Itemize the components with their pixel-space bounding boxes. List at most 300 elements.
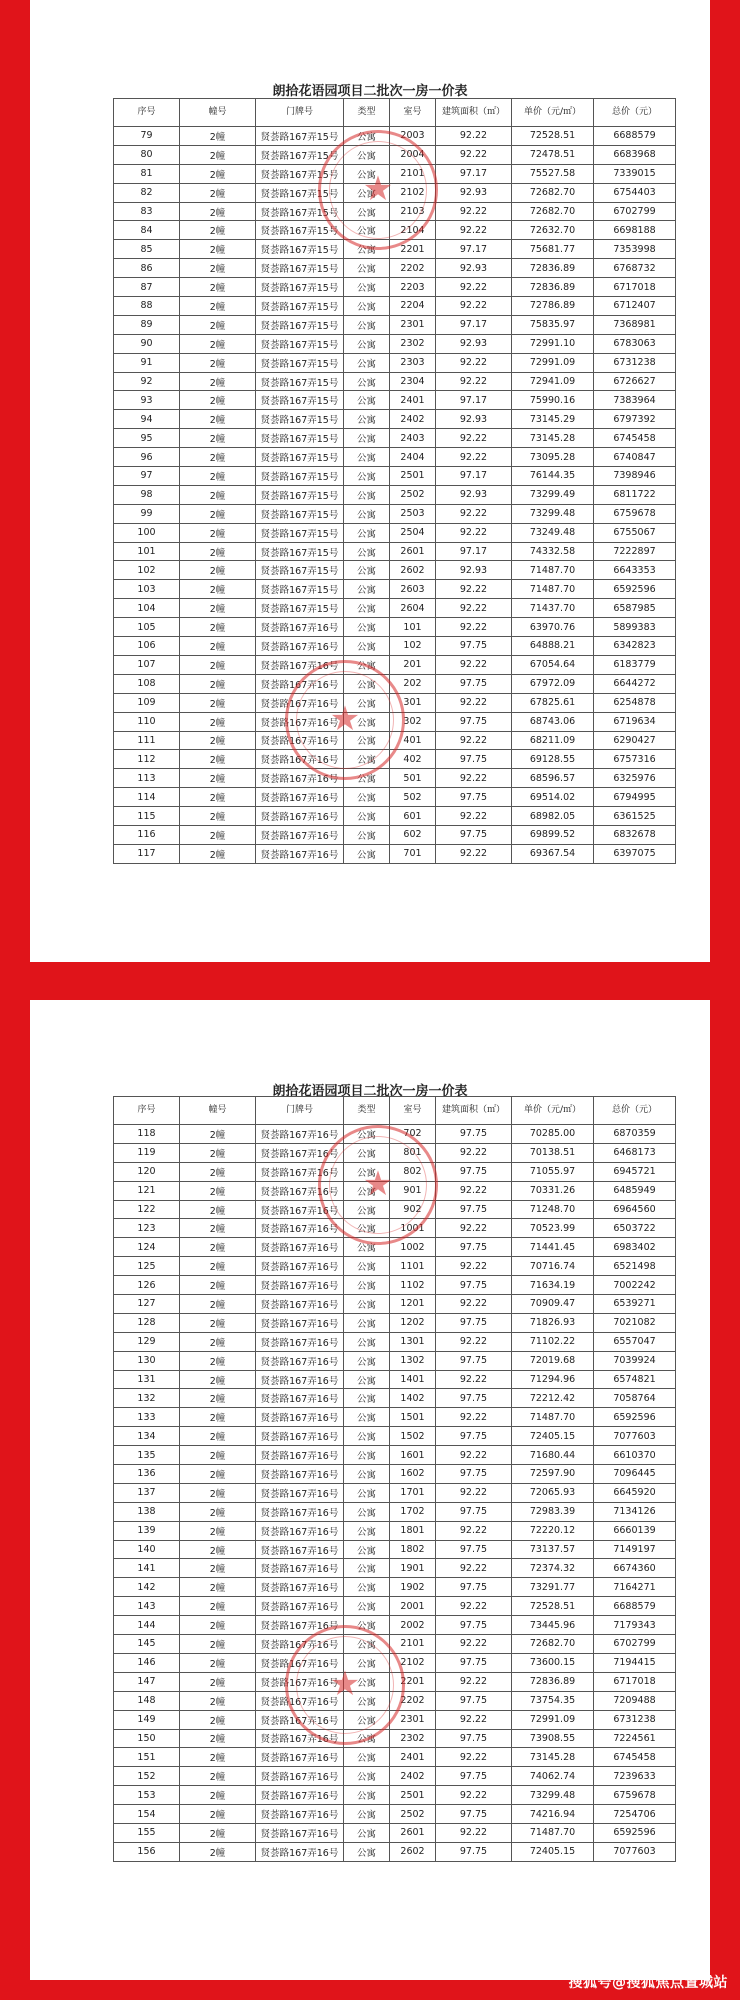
table-row [114, 1465, 676, 1484]
table-cell: 7179343 [594, 1616, 676, 1635]
price-sheet-1 [30, 0, 710, 962]
table-row [114, 1823, 676, 1842]
table-cell: 贤荟路167弄15号 [256, 183, 344, 202]
table-cell: 2幢 [180, 1446, 256, 1465]
table-cell: 73299.48 [512, 1786, 594, 1805]
table-cell: 公寓 [344, 334, 390, 353]
table-row [114, 297, 676, 316]
table-cell: 7224561 [594, 1729, 676, 1748]
table-cell: 贤荟路167弄16号 [256, 674, 344, 693]
table-cell: 公寓 [344, 127, 390, 146]
table-cell: 134 [114, 1427, 180, 1446]
table-cell: 6717018 [594, 1672, 676, 1691]
table-cell: 公寓 [344, 1219, 390, 1238]
table-cell: 2幢 [180, 693, 256, 712]
table-cell: 97.75 [436, 674, 512, 693]
table-cell: 128 [114, 1313, 180, 1332]
table-cell: 71487.70 [512, 1408, 594, 1427]
table-cell: 2002 [390, 1616, 436, 1635]
table-row [114, 788, 676, 807]
table-cell: 2幢 [180, 807, 256, 826]
table-cell: 125 [114, 1257, 180, 1276]
table-cell: 97.75 [436, 637, 512, 656]
table-cell: 贤荟路167弄16号 [256, 655, 344, 674]
table-cell: 152 [114, 1767, 180, 1786]
table-cell: 97.75 [436, 1465, 512, 1484]
table-cell: 2101 [390, 164, 436, 183]
table-cell: 2幢 [180, 1767, 256, 1786]
table-cell: 143 [114, 1597, 180, 1616]
table-cell: 贤荟路167弄16号 [256, 1748, 344, 1767]
table-cell: 2202 [390, 259, 436, 278]
table-cell: 94 [114, 410, 180, 429]
table-cell: 公寓 [344, 655, 390, 674]
table-cell: 71487.70 [512, 561, 594, 580]
table-cell: 6754403 [594, 183, 676, 202]
table-cell: 贤荟路167弄16号 [256, 693, 344, 712]
table-row [114, 542, 676, 561]
table-cell: 2201 [390, 1672, 436, 1691]
table-cell: 2幢 [180, 769, 256, 788]
table-cell: 2幢 [180, 523, 256, 542]
table-cell: 71248.70 [512, 1200, 594, 1219]
table-cell: 2幢 [180, 1351, 256, 1370]
table-cell: 73291.77 [512, 1578, 594, 1597]
table-cell: 2004 [390, 145, 436, 164]
table-cell: 74332.58 [512, 542, 594, 561]
table-cell: 2幢 [180, 448, 256, 467]
table-cell: 153 [114, 1786, 180, 1805]
table-cell: 68211.09 [512, 731, 594, 750]
table-cell: 92.22 [436, 1597, 512, 1616]
table-cell: 145 [114, 1635, 180, 1654]
table-cell: 2101 [390, 1635, 436, 1654]
table-cell: 公寓 [344, 731, 390, 750]
table-cell: 贤荟路167弄16号 [256, 1219, 344, 1238]
table-cell: 贤荟路167弄15号 [256, 448, 344, 467]
table-cell: 71826.93 [512, 1313, 594, 1332]
table-cell: 2幢 [180, 1295, 256, 1314]
table-row [114, 429, 676, 448]
table-cell: 2幢 [180, 1238, 256, 1257]
table-cell: 贤荟路167弄16号 [256, 1635, 344, 1654]
table-cell: 139 [114, 1521, 180, 1540]
table-cell: 2304 [390, 372, 436, 391]
table-cell: 贤荟路167弄15号 [256, 523, 344, 542]
table-cell: 2幢 [180, 844, 256, 863]
table-cell: 2幢 [180, 542, 256, 561]
table-cell: 贤荟路167弄16号 [256, 1427, 344, 1446]
table-cell: 6592596 [594, 1823, 676, 1842]
table-cell: 92.22 [436, 1295, 512, 1314]
table-cell: 71055.97 [512, 1162, 594, 1181]
table-cell: 2幢 [180, 1483, 256, 1502]
table-cell: 公寓 [344, 1691, 390, 1710]
table-cell: 6610370 [594, 1446, 676, 1465]
table-cell: 97.75 [436, 1502, 512, 1521]
table-cell: 公寓 [344, 297, 390, 316]
table-cell: 7058764 [594, 1389, 676, 1408]
table-cell: 公寓 [344, 1143, 390, 1162]
table-cell: 135 [114, 1446, 180, 1465]
table-row [114, 580, 676, 599]
table-cell: 6521498 [594, 1257, 676, 1276]
table-row [114, 145, 676, 164]
table-cell: 97.75 [436, 1842, 512, 1861]
table-cell: 6759678 [594, 1786, 676, 1805]
table-cell: 公寓 [344, 1465, 390, 1484]
table-cell: 6698188 [594, 221, 676, 240]
table-cell: 114 [114, 788, 180, 807]
table-cell: 2302 [390, 1729, 436, 1748]
table-cell: 2幢 [180, 1729, 256, 1748]
table-row [114, 1427, 676, 1446]
table-cell: 7149197 [594, 1540, 676, 1559]
table-cell: 2301 [390, 315, 436, 334]
table-cell: 72528.51 [512, 1597, 594, 1616]
table-cell: 贤荟路167弄16号 [256, 750, 344, 769]
table-cell: 2幢 [180, 1540, 256, 1559]
table-cell: 6832678 [594, 825, 676, 844]
table-cell: 71294.96 [512, 1370, 594, 1389]
table-cell: 83 [114, 202, 180, 221]
table-cell: 75990.16 [512, 391, 594, 410]
table-cell: 贤荟路167弄16号 [256, 1446, 344, 1465]
table-cell: 92.93 [436, 485, 512, 504]
table-cell: 2幢 [180, 1597, 256, 1616]
table-cell: 2幢 [180, 485, 256, 504]
table-cell: 72405.15 [512, 1427, 594, 1446]
table-cell: 72220.12 [512, 1521, 594, 1540]
table-cell: 贤荟路167弄15号 [256, 164, 344, 183]
table-cell: 2幢 [180, 297, 256, 316]
table-cell: 6717018 [594, 278, 676, 297]
table-cell: 73754.35 [512, 1691, 594, 1710]
table-cell: 71441.45 [512, 1238, 594, 1257]
table-cell: 公寓 [344, 1483, 390, 1502]
column-header: 建筑面积（㎡） [436, 99, 512, 127]
table-cell: 贤荟路167弄15号 [256, 145, 344, 164]
table-cell: 502 [390, 788, 436, 807]
column-header: 序号 [114, 99, 180, 127]
table-cell: 124 [114, 1238, 180, 1257]
table-cell: 136 [114, 1465, 180, 1484]
table-cell: 73445.96 [512, 1616, 594, 1635]
table-cell: 97.75 [436, 750, 512, 769]
table-cell: 2幢 [180, 1219, 256, 1238]
table-cell: 1501 [390, 1408, 436, 1427]
table-cell: 公寓 [344, 712, 390, 731]
table-cell: 贤荟路167弄16号 [256, 1408, 344, 1427]
table-cell: 1902 [390, 1578, 436, 1597]
column-header: 建筑面积（㎡） [436, 1097, 512, 1125]
table-cell: 公寓 [344, 1653, 390, 1672]
table-cell: 92.22 [436, 599, 512, 618]
table-cell: 74216.94 [512, 1805, 594, 1824]
table-cell: 70331.26 [512, 1181, 594, 1200]
table-cell: 2幢 [180, 467, 256, 486]
table-cell: 73299.48 [512, 504, 594, 523]
table-cell: 301 [390, 693, 436, 712]
table-cell: 贤荟路167弄15号 [256, 599, 344, 618]
table-cell: 2幢 [180, 164, 256, 183]
table-cell: 公寓 [344, 1767, 390, 1786]
table-cell: 7383964 [594, 391, 676, 410]
table-cell: 104 [114, 599, 180, 618]
table-cell: 148 [114, 1691, 180, 1710]
table-cell: 79 [114, 127, 180, 146]
table-cell: 102 [390, 637, 436, 656]
table-cell: 2402 [390, 410, 436, 429]
table-cell: 92.22 [436, 655, 512, 674]
table-cell: 99 [114, 504, 180, 523]
table-cell: 公寓 [344, 1616, 390, 1635]
table-cell: 71102.22 [512, 1332, 594, 1351]
table-cell: 150 [114, 1729, 180, 1748]
table-cell: 6731238 [594, 1710, 676, 1729]
table-cell: 贤荟路167弄16号 [256, 1370, 344, 1389]
table-cell: 156 [114, 1842, 180, 1861]
table-cell: 6745458 [594, 429, 676, 448]
table-cell: 97.75 [436, 712, 512, 731]
table-cell: 2幢 [180, 240, 256, 259]
table-cell: 72991.09 [512, 353, 594, 372]
table-cell: 98 [114, 485, 180, 504]
table-cell: 贤荟路167弄15号 [256, 259, 344, 278]
table-cell: 87 [114, 278, 180, 297]
table-cell: 公寓 [344, 693, 390, 712]
table-row [114, 467, 676, 486]
table-cell: 90 [114, 334, 180, 353]
table-cell: 7222897 [594, 542, 676, 561]
table-cell: 92.22 [436, 523, 512, 542]
table-cell: 1201 [390, 1295, 436, 1314]
table-row [114, 618, 676, 637]
table-cell: 901 [390, 1181, 436, 1200]
table-cell: 92.22 [436, 372, 512, 391]
table-cell: 6592596 [594, 1408, 676, 1427]
table-cell: 72991.09 [512, 1710, 594, 1729]
table-cell: 2幢 [180, 391, 256, 410]
table-cell: 6503722 [594, 1219, 676, 1238]
table-row [114, 1842, 676, 1861]
table-cell: 2幢 [180, 278, 256, 297]
table-cell: 1802 [390, 1540, 436, 1559]
table-cell: 贤荟路167弄15号 [256, 561, 344, 580]
table-cell: 97.75 [436, 1351, 512, 1370]
table-row [114, 1276, 676, 1295]
table-row [114, 504, 676, 523]
table-cell: 2幢 [180, 1805, 256, 1824]
table-cell: 97.75 [436, 1276, 512, 1295]
table-cell: 贤荟路167弄16号 [256, 1767, 344, 1786]
table-cell: 2幢 [180, 1370, 256, 1389]
table-cell: 6797392 [594, 410, 676, 429]
table-cell: 公寓 [344, 315, 390, 334]
table-cell: 401 [390, 731, 436, 750]
table-cell: 123 [114, 1219, 180, 1238]
table-cell: 公寓 [344, 485, 390, 504]
table-cell: 97.17 [436, 467, 512, 486]
table-cell: 142 [114, 1578, 180, 1597]
table-cell: 7254706 [594, 1805, 676, 1824]
table-cell: 公寓 [344, 1446, 390, 1465]
table-cell: 2幢 [180, 315, 256, 334]
table-cell: 129 [114, 1332, 180, 1351]
table-cell: 2204 [390, 297, 436, 316]
table-cell: 公寓 [344, 1805, 390, 1824]
table-cell: 73299.49 [512, 485, 594, 504]
table-cell: 72528.51 [512, 127, 594, 146]
table-cell: 97.75 [436, 1729, 512, 1748]
column-header: 单价（元/㎡） [512, 1097, 594, 1125]
table-cell: 贤荟路167弄16号 [256, 1295, 344, 1314]
table-row [114, 485, 676, 504]
price-sheet-2 [30, 1000, 710, 1980]
table-cell: 公寓 [344, 221, 390, 240]
column-header: 总价（元） [594, 99, 676, 127]
table-cell: 6811722 [594, 485, 676, 504]
table-cell: 6468173 [594, 1143, 676, 1162]
table-row [114, 712, 676, 731]
table-cell: 6643353 [594, 561, 676, 580]
table-cell: 6983402 [594, 1238, 676, 1257]
table-cell: 1401 [390, 1370, 436, 1389]
table-cell: 2幢 [180, 353, 256, 372]
table-cell: 贤荟路167弄15号 [256, 202, 344, 221]
table-cell: 116 [114, 825, 180, 844]
table-cell: 7194415 [594, 1653, 676, 1672]
table-cell: 76144.35 [512, 467, 594, 486]
table-cell: 97.75 [436, 1653, 512, 1672]
table-cell: 902 [390, 1200, 436, 1219]
table-cell: 2幢 [180, 183, 256, 202]
table-cell: 2202 [390, 1691, 436, 1710]
table-cell: 1301 [390, 1332, 436, 1351]
table-cell: 2502 [390, 1805, 436, 1824]
table-cell: 92.22 [436, 1748, 512, 1767]
table-cell: 贤荟路167弄16号 [256, 1691, 344, 1710]
table-cell: 2幢 [180, 825, 256, 844]
table-cell: 7021082 [594, 1313, 676, 1332]
table-cell: 贤荟路167弄16号 [256, 1729, 344, 1748]
table-row [114, 1332, 676, 1351]
table-cell: 67054.64 [512, 655, 594, 674]
table-row [114, 334, 676, 353]
table-cell: 86 [114, 259, 180, 278]
table-cell: 公寓 [344, 1238, 390, 1257]
table-cell: 68596.57 [512, 769, 594, 788]
table-row [114, 259, 676, 278]
table-row [114, 1616, 676, 1635]
table-cell: 1702 [390, 1502, 436, 1521]
table-cell: 92.22 [436, 1521, 512, 1540]
table-cell: 贤荟路167弄16号 [256, 1502, 344, 1521]
table-cell: 100 [114, 523, 180, 542]
table-cell: 2403 [390, 429, 436, 448]
table-cell: 贤荟路167弄15号 [256, 504, 344, 523]
table-cell: 6644272 [594, 674, 676, 693]
table-row [114, 240, 676, 259]
table-cell: 702 [390, 1125, 436, 1144]
table-cell: 2幢 [180, 1427, 256, 1446]
table-cell: 6688579 [594, 1597, 676, 1616]
table-cell: 公寓 [344, 1276, 390, 1295]
table-cell: 73137.57 [512, 1540, 594, 1559]
table-cell: 公寓 [344, 674, 390, 693]
table-cell: 贤荟路167弄16号 [256, 1332, 344, 1351]
table-row [114, 807, 676, 826]
table-cell: 贤荟路167弄16号 [256, 1597, 344, 1616]
table-cell: 69128.55 [512, 750, 594, 769]
table-cell: 2幢 [180, 1313, 256, 1332]
table-cell: 2幢 [180, 1672, 256, 1691]
table-cell: 111 [114, 731, 180, 750]
table-cell: 7039924 [594, 1351, 676, 1370]
table-cell: 7077603 [594, 1842, 676, 1861]
table-row [114, 164, 676, 183]
table-cell: 贤荟路167弄15号 [256, 240, 344, 259]
table-cell: 92.22 [436, 278, 512, 297]
table-cell: 149 [114, 1710, 180, 1729]
table-cell: 贤荟路167弄16号 [256, 1257, 344, 1276]
table-cell: 7239633 [594, 1767, 676, 1786]
table-cell: 7164271 [594, 1578, 676, 1597]
table-cell: 6660139 [594, 1521, 676, 1540]
table-cell: 2102 [390, 1653, 436, 1672]
table-cell: 贤荟路167弄15号 [256, 297, 344, 316]
table-cell: 6342823 [594, 637, 676, 656]
table-cell: 71487.70 [512, 580, 594, 599]
table-cell: 6183779 [594, 655, 676, 674]
table-row [114, 1351, 676, 1370]
table-cell: 2402 [390, 1767, 436, 1786]
table-cell: 69367.54 [512, 844, 594, 863]
table-cell: 2幢 [180, 259, 256, 278]
table-cell: 公寓 [344, 1559, 390, 1578]
table-cell: 2幢 [180, 1578, 256, 1597]
table-cell: 6702799 [594, 1635, 676, 1654]
table-cell: 2604 [390, 599, 436, 618]
table-cell: 110 [114, 712, 180, 731]
table-cell: 92.22 [436, 1786, 512, 1805]
table-cell: 贤荟路167弄15号 [256, 467, 344, 486]
table-cell: 2601 [390, 542, 436, 561]
table-cell: 公寓 [344, 1427, 390, 1446]
table-cell: 公寓 [344, 353, 390, 372]
table-cell: 2幢 [180, 334, 256, 353]
table-cell: 102 [114, 561, 180, 580]
table-cell: 公寓 [344, 825, 390, 844]
table-cell: 2502 [390, 485, 436, 504]
table-cell: 贤荟路167弄16号 [256, 1805, 344, 1824]
table-cell: 贤荟路167弄15号 [256, 410, 344, 429]
table-cell: 92.22 [436, 844, 512, 863]
table-cell: 2幢 [180, 1710, 256, 1729]
table-cell: 7134126 [594, 1502, 676, 1521]
table-cell: 贤荟路167弄16号 [256, 1313, 344, 1332]
table-cell: 2302 [390, 334, 436, 353]
table-cell: 72991.10 [512, 334, 594, 353]
table-cell: 92.22 [436, 504, 512, 523]
table-cell: 1202 [390, 1313, 436, 1332]
table-cell: 151 [114, 1748, 180, 1767]
table-cell: 92.22 [436, 1559, 512, 1578]
table-cell: 贤荟路167弄15号 [256, 485, 344, 504]
table-cell: 92.22 [436, 1408, 512, 1427]
table-cell: 75527.58 [512, 164, 594, 183]
table-row [114, 1162, 676, 1181]
